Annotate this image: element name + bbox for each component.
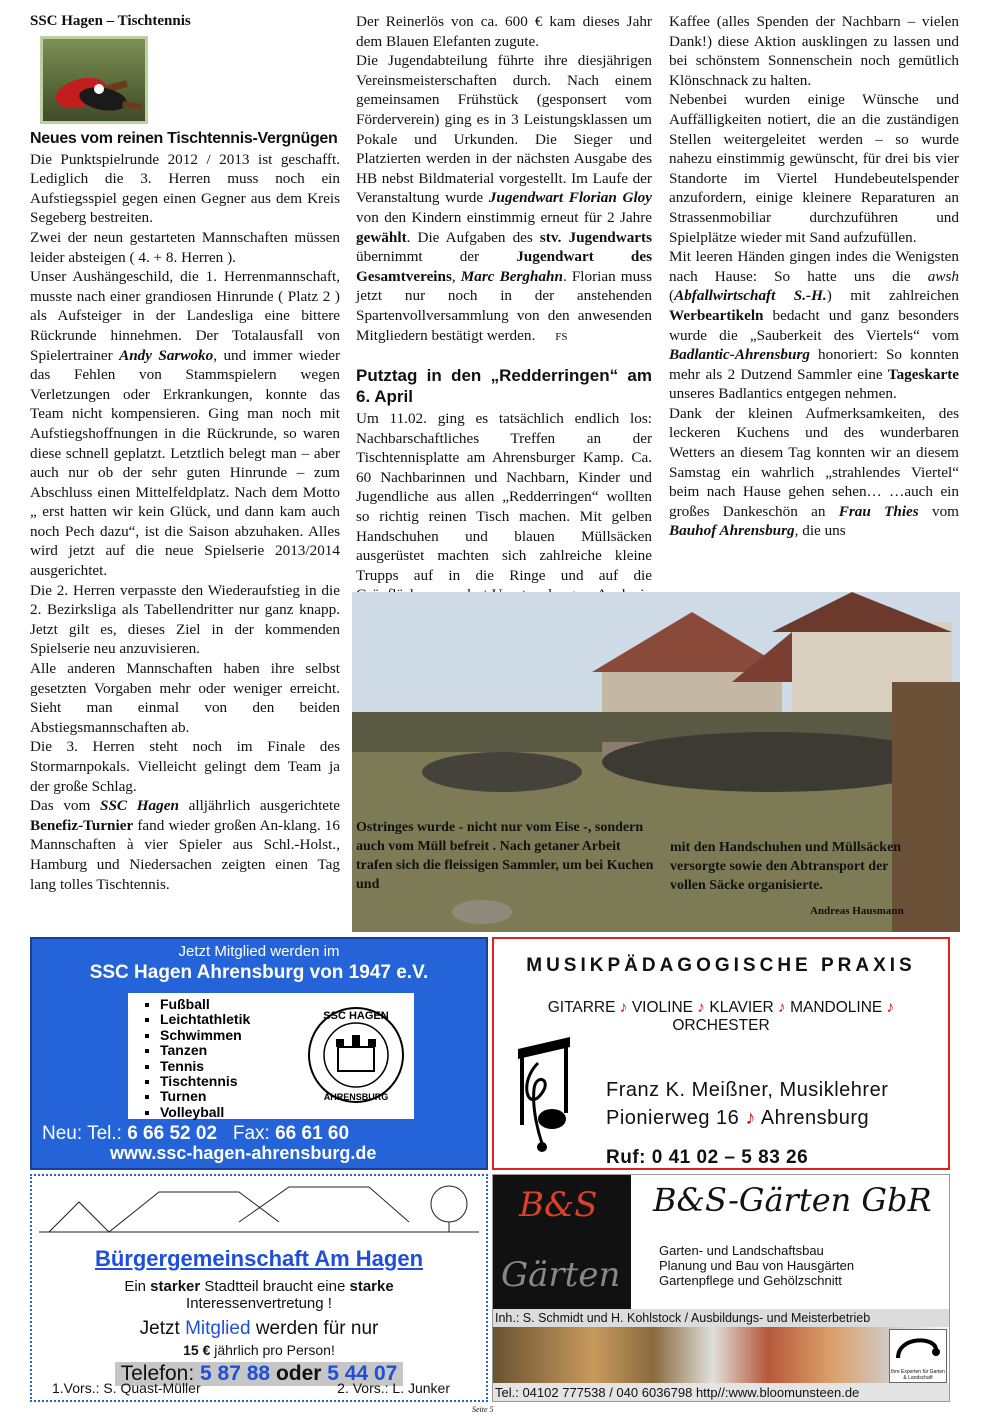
instrument: MANDOLINE bbox=[790, 999, 883, 1016]
column-2 bbox=[356, 12, 652, 625]
sports-panel bbox=[128, 993, 414, 1119]
ssc-seal-icon bbox=[306, 1005, 406, 1105]
garden-photos bbox=[493, 1327, 950, 1383]
instrument: KLAVIER bbox=[709, 999, 774, 1016]
chair-2: 2. Vors.: L. Junker bbox=[337, 1380, 450, 1396]
ssc-contact: Neu: Tel.: 6 66 52 02 Fax: 66 61 60 bbox=[42, 1123, 350, 1144]
teacher-name: Franz K. Meißner, Musiklehrer bbox=[606, 1079, 889, 1101]
music-school-ad bbox=[492, 937, 950, 1170]
ad-line: Jetzt Mitglied werden für nur bbox=[139, 1318, 379, 1339]
badge: Ihre Experten für Garten & Landschaft bbox=[889, 1329, 947, 1383]
bs-gaerten-ad bbox=[492, 1174, 950, 1402]
sport-item: ▪ Tanzen bbox=[160, 1043, 414, 1058]
instrument-line-2: ORCHESTER bbox=[672, 1017, 770, 1034]
music-note-icon bbox=[508, 1033, 588, 1153]
sport-item: ▪ Schwimmen bbox=[160, 1028, 414, 1043]
instrument: GITARRE bbox=[547, 999, 616, 1016]
ad-title: Bürgergemeinschaft Am Hagen bbox=[94, 1246, 424, 1271]
garden-contact: Tel.: 04102 777538 / 040 6036798 http//:www.bloomunsteen.de bbox=[493, 1383, 950, 1402]
section-label: SSC Hagen – Tischtennis bbox=[30, 13, 191, 29]
column-3 bbox=[669, 12, 959, 541]
article-headline: Neues vom reinen Tischtennis-Vergnügen bbox=[30, 129, 338, 147]
sport-item: ▪ Turnen bbox=[160, 1089, 414, 1104]
paragraph: Nebenbei wurden einige Wünsche und Auffälligkeiten notiert, die an die zuständigen Stellen weitergeleitet werden – so wurde nahezu einstimmig gewünscht, für drei bis vier Standorte im Viertel Hundebeutelspender anzufordern, einige kleinere Reparaturen an Strassenmobiliar durchzuführen und Spielplätze wieder mit Sand aufzufüllen. bbox=[669, 91, 959, 246]
buergergemeinschaft-ad bbox=[30, 1174, 488, 1402]
instrument-list bbox=[494, 999, 948, 1017]
ad-line: Interessenvertretung ! bbox=[186, 1295, 332, 1312]
chair-1: 1.Vors.: S. Quast-Müller bbox=[52, 1380, 201, 1396]
services: Garten- und Landschaftsbau Planung und Bau von Hausgärten Gartenpflege und Gehölzschnitt bbox=[659, 1243, 855, 1288]
photo-caption-left: Ostringes wurde - nicht nur vom Eise -, sondern auch vom Müll befreit . Nach getaner Arbeit trafen sich die fleissigen Sammler, um bei Kuchen und bbox=[356, 820, 654, 892]
ad-line: 15 € jährlich pro Person! bbox=[183, 1342, 335, 1358]
paragraph: Die 2. Herren verpasste den Wiederaufstieg in die 2. Bezirksliga als Tabellendritter nur ganz knapp. Jetzt gilt es, dieses Ziel in der kommenden Spielserie neu anzuvisieren. bbox=[30, 581, 340, 658]
paragraph: Die Jugendabteilung führte ihre diesjährigen Vereinsmeisterschaften durch. Nach einem gemeinsamen Frühstück (gesponsert vom Förderverein) ging es in 3 Leistungsklassen um Pokale und Urkunden. Die Sieger und Platzierten werden in der nächsten Ausgabe des HB nebst Bildmaterial vorgestellt. Im Laufe der Veranstaltung wurde Jugendwart Florian Gloy von den Kindern einstimmig erneut für 2 Jahre gewählt. Die Aufgaben des stv. Jugendwarts übernimmt der Jugendwart des Gesamtvereins, Marc Berghahn. Florian muss jetzt nur noch in der anstehenden Spartenvollversammlung von den anwesenden Mitgliedern bestätigt werden. FS bbox=[356, 52, 653, 344]
person-name: Andy Sarwoko bbox=[119, 346, 214, 364]
paragraph: Mit leeren Händen gingen indes die Wenigsten nach Hause: So hatte uns die awsh (Abfallwirtschaft S.-H.) mit zahlreichen Werbeartikeln bedacht und ganz besonders wurde die „Sauberkeit des Viertels“ vom Badlantic-Ahrensburg honoriert: So konnten mehr als 2 Dutzend Sammler eine Tageskarte unseres Badlantics entgegen nehmen. bbox=[669, 248, 959, 403]
table-tennis-image bbox=[40, 36, 148, 124]
ad-title: SSC Hagen Ahrensburg von 1947 e.V. bbox=[89, 962, 429, 983]
bs-logo: B&S Gärten bbox=[493, 1175, 631, 1309]
teacher-address: Pionierweg 16 ♪ Ahrensburg bbox=[606, 1107, 870, 1129]
note-icon: ♪ bbox=[882, 999, 895, 1016]
sport-item: ▪ Fußball bbox=[160, 997, 414, 1012]
note-icon: ♪ bbox=[773, 999, 791, 1016]
ssc-url[interactable]: www.ssc-hagen-ahrensburg.de bbox=[110, 1143, 377, 1163]
event-photo bbox=[352, 592, 960, 932]
author-sig: FS bbox=[555, 330, 568, 343]
owners: Inh.: S. Schmidt und H. Kohlstock / Ausbildungs- und Meisterbetrieb bbox=[493, 1309, 950, 1327]
article-headline: Putztag in den „Redderringen“ am 6. April bbox=[356, 366, 652, 407]
ad-title: B&S-Gärten GbR bbox=[653, 1181, 932, 1219]
paddle-icon bbox=[43, 39, 145, 121]
ad-line: Ein starker Stadtteil braucht eine starke bbox=[124, 1278, 394, 1295]
photo-caption-right: mit den Handschuhen und Müllsäcken versorgte sowie den Abtransport der vollen Säcke organisierte. bbox=[670, 840, 902, 893]
sport-item: ▪ Leichtathletik bbox=[160, 1012, 414, 1027]
column-1 bbox=[30, 12, 340, 894]
paragraph: Das vom SSC Hagen alljährlich ausgerichtete Benefiz-Turnier fand wieder großen An-klang. 16 Mannschaften à vier Spieler aus Schl.-Holst., Hamburg und Niedersachen zeigten einen Tag lang tolles Tischtennis. bbox=[30, 797, 340, 893]
teacher-phone: Ruf: 0 41 02 – 5 83 26 bbox=[606, 1147, 809, 1168]
phone-bar: Telefon: 5 87 88 oder 5 44 07 bbox=[115, 1362, 404, 1386]
sport-item: ▪ Volleyball bbox=[160, 1105, 414, 1120]
svg-text:AHRENSBURG: AHRENSBURG bbox=[323, 1092, 389, 1102]
paragraph: Die 3. Herren steht noch im Finale des Stormarnpokals. Vielleicht gelingt dem Team ja der große Schlag. bbox=[30, 738, 340, 795]
paragraph: Zwei der neun gestarteten Mannschaften müssen leider absteigen ( 4. + 8. Herren ). bbox=[30, 228, 340, 266]
houses-icon bbox=[39, 1182, 479, 1244]
paragraph: Alle anderen Mannschaften haben ihre selbst gesetzten Vorgaben mehr oder weniger erreicht. Sieht man einmal von den beiden Abstiegsmannschaften ab. bbox=[30, 660, 340, 736]
ssc-hagen-ad bbox=[30, 937, 488, 1170]
paragraph: Die Punktspielrunde 2012 / 2013 ist geschafft. Lediglich die 3. Herren muss noch ein Aufstiegsspiel gegen einen Gegner aus dem Kreis Segeberg bestreiten. bbox=[30, 150, 340, 227]
paragraph: Unser Aushängeschild, die 1. Herrenmannschaft, musste nach einer grandiosen Hinrunde ( Platz 2 ) als Aufsteiger in der Landesliga eine bittere Rückrunde hinnehmen. Der Totalausfall von Spielertrainer Andy Sarwoko, und immer wieder das Fehlen von Stammspielern wegen Verletzungen oder Erkrankungen, konnte das Team nicht kompensieren. Ging man noch mit Aufstiegshoffnungen in die Rückrunde, so waren diese schnell geplatzt. Letztlich belegt man – aber auch nur ob der sehr guten Hinrunde – zum Abschluss einen Mittelfeldplatz. Nach dem Motto „ erst hatten wir kein Glück, und dann kam auch noch Pech dazu“, ist die Saison abzuhaken. Alles wird jetzt auf die neue Spielserie 2013/2014 ausgerichtet. bbox=[30, 268, 341, 580]
instrument: VIOLINE bbox=[631, 999, 693, 1016]
ad-title: MUSIKPÄDAGOGISCHE PRAXIS bbox=[526, 955, 916, 976]
paragraph: Um 11.02. ging es tatsächlich endlich los: Nachbarschaftliches Treffen an der Tischtennisplatte am Ahrensburger Kamp. Ca. 60 Nachbarinnen und Nachbarn, Kinder und Jugendliche aus allen „Redderringen“ wollten so richtig reinen Tisch machen. Mit gelben Handschuhen und blauen Müllsäcken ausgerüstet machten sich zahlreiche kleine Trupps auf in die Ringe und auf die bbox=[356, 410, 652, 584]
photo-credit: Andreas Hausmann bbox=[810, 905, 904, 917]
note-icon: ♪ bbox=[693, 999, 710, 1016]
svg-text:SSC HAGEN: SSC HAGEN bbox=[323, 1010, 389, 1022]
sport-item: ▪ Tischtennis bbox=[160, 1074, 414, 1089]
paragraph: Dank der kleinen Aufmerksamkeiten, des leckeren Kuchens und des wunderbaren Wetters an diesem Tag konnten wir an diesem Samstag ein wahrlich „strahlendes Viertel“ beim nach Hause gehen sehen… …auch ein großes Dankeschön an Frau Thies vom Bauhof Ahrensburg, die uns bbox=[669, 404, 959, 540]
page-number: Seite 5 bbox=[472, 1405, 494, 1414]
sport-item: ▪ Tennis bbox=[160, 1059, 414, 1074]
ad-line: Jetzt Mitglied werden im bbox=[178, 943, 340, 960]
paragraph: Der Reinerlös von ca. 600 € kam dieses Jahr dem Blauen Elefanten zugute. bbox=[356, 13, 652, 50]
paragraph: Kaffee (alles Spenden der Nachbarn – vielen Dank!) diese Aktion ausklingen zu lassen und bei schönstem Sonnenschein noch gemütlich Klönschnack zu halten. bbox=[669, 13, 959, 89]
note-icon: ♪ bbox=[615, 999, 632, 1016]
garden-logo-icon bbox=[890, 1330, 944, 1364]
